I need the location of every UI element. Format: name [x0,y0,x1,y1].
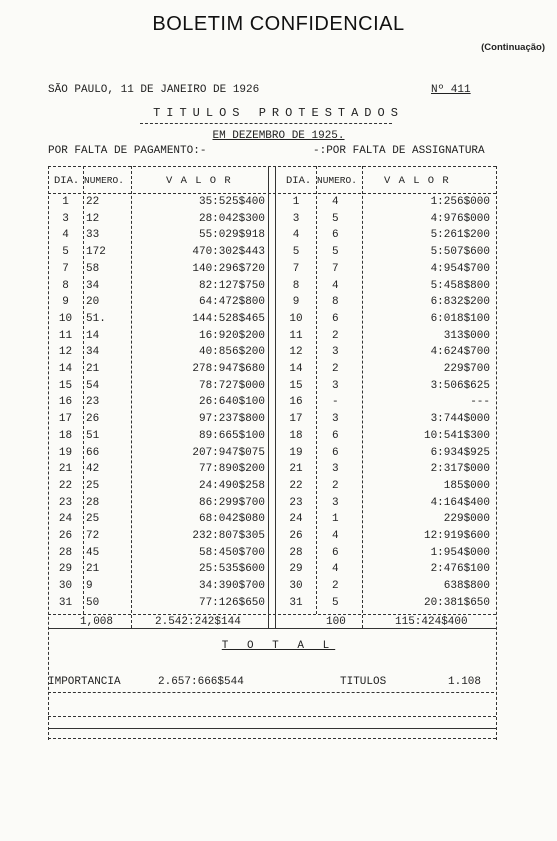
table-cell-dia: 19 [289,447,303,459]
header-numero-right: NUMERO. [317,175,357,186]
table-cell-dia: 4 [62,229,69,241]
table-cell-numero: 2 [332,363,339,375]
table-cell-valor: 40:856$200 [198,346,265,358]
header-valor-left: V A L O R [166,175,232,187]
table-cell-valor: 58:450$700 [198,547,265,559]
table-cell-numero: 12 [86,213,100,225]
table-cell-valor: 144:528$465 [192,313,265,325]
titulos-label: TITULOS [340,676,387,688]
table-cell-numero: 4 [332,196,339,208]
table-cell-dia: 5 [62,246,69,258]
table-cell-valor: 4:164$400 [430,497,490,509]
table-cell-valor: 97:237$800 [198,413,265,425]
table-cell-valor: 78:727$000 [198,380,265,392]
col-sep-dia-num-left [83,166,84,614]
table-cell-valor: 638$800 [443,580,490,592]
table-right-border [496,166,497,740]
table-cell-valor: 4:976$000 [430,213,490,225]
right-total-value: 115:424$400 [395,616,468,628]
table-cell-dia: 30 [289,580,303,592]
table-cell-numero: 4 [332,530,339,542]
table-cell-numero: 9 [86,580,93,592]
table-cell-valor: 77:126$650 [198,597,265,609]
table-cell-numero: 72 [86,530,100,542]
summary-underline [48,692,494,693]
titulos-value: 1.108 [448,676,482,688]
table-cell-numero: 3 [332,346,339,358]
table-cell-dia: 16 [58,396,73,408]
table-cell-dia: 3 [62,213,69,225]
table-cell-valor: 86:299$700 [198,497,265,509]
table-cell-valor: 55:029$918 [198,229,265,241]
table-cell-dia: 7 [292,263,300,275]
table-cell-numero: 51. [86,313,106,325]
table-cell-valor: 64:472$800 [198,296,265,308]
table-cell-valor: 28:042$300 [198,213,265,225]
table-cell-dia: 16 [289,396,303,408]
col-sep-dia-num-right [316,166,317,614]
table-cell-valor: 207:947$075 [192,447,265,459]
left-total-value: 2.542:242$144 [155,616,241,628]
table-cell-dia: 22 [58,480,73,492]
table-cell-dia: 10 [58,313,73,325]
table-cell-dia: 10 [289,313,303,325]
right-column-label: -:POR FALTA DE ASSIGNATURA [313,145,485,157]
table-cell-valor: 6:934$925 [430,447,490,459]
table-cell-valor: 20:381$650 [423,597,490,609]
table-cell-valor: 1:954$000 [430,547,490,559]
table-cell-numero: 6 [332,547,339,559]
table-cell-valor: 89:665$100 [198,430,265,442]
table-cell-numero: 2 [332,580,339,592]
table-cell-valor: 5:261$200 [430,229,490,241]
importancia-value: 2.657:666$544 [158,676,244,688]
table-cell-dia: 8 [292,280,300,292]
table-cell-valor: 3:744$000 [430,413,490,425]
table-cell-valor: 26:640$100 [198,396,265,408]
table-cell-numero: 6 [332,430,339,442]
header-dia-right: DIA. [286,175,312,187]
bulletin-title: BOLETIM CONFIDENCIAL [152,13,405,35]
table-cell-dia: 12 [58,346,73,358]
summary-border-1 [48,716,496,717]
table-cell-numero: 34 [86,280,100,292]
table-cell-dia: 26 [289,530,303,542]
table-cell-dia: 4 [292,229,300,241]
table-cell-dia: 24 [289,513,303,525]
table-cell-numero: 5 [332,213,339,225]
table-cell-dia: 23 [58,497,73,509]
table-cell-dia: 18 [289,430,303,442]
table-cell-dia: 14 [289,363,303,375]
table-cell-dia: 1 [62,196,69,208]
table-cell-valor: 3:506$625 [430,380,490,392]
table-cell-valor: 68:042$080 [198,513,265,525]
table-cell-dia: 12 [289,346,303,358]
table-cell-dia: 18 [58,430,73,442]
col-sep-num-valor-left [131,166,132,628]
table-cell-valor: 5:507$600 [430,246,490,258]
table-cell-valor: 313$000 [443,330,490,342]
table-cell-numero: 26 [86,413,100,425]
table-cell-valor: 229$700 [443,363,490,375]
table-cell-numero: 25 [86,513,100,525]
summary-border-3 [48,738,496,739]
importancia-label: IMPORTANCIA [48,676,121,688]
table-cell-valor: 1:256$000 [430,196,490,208]
table-cell-valor: 16:920$200 [198,330,265,342]
table-cell-numero: 58 [86,263,100,275]
summary-border-2 [48,728,496,729]
table-cell-valor: 5:458$800 [430,280,490,292]
section-title: TITULOS PROTESTADOS [153,106,404,120]
table-cell-dia: 21 [58,463,73,475]
table-cell-numero: 6 [332,313,339,325]
table-cell-numero: 172 [86,246,106,258]
total-heading: T O T A L [221,640,336,652]
table-header-border [48,193,496,194]
table-cell-numero: 6 [332,447,339,459]
table-cell-dia: 17 [58,413,73,425]
table-cell-numero: 3 [332,497,339,509]
table-cell-numero: 33 [86,229,100,241]
table-cell-dia: 7 [62,263,69,275]
table-cell-dia: 1 [292,196,300,208]
table-cell-dia: 14 [58,363,73,375]
table-cell-dia: 29 [289,563,303,575]
table-cell-valor: 232:807$305 [192,530,265,542]
table-cell-valor: 6:832$200 [430,296,490,308]
table-cell-dia: 9 [62,296,69,308]
section-title-underline [140,123,392,124]
table-cell-dia: 5 [292,246,300,258]
table-cell-dia: 24 [58,513,73,525]
table-cell-dia: 15 [289,380,303,392]
table-cell-numero: 14 [86,330,100,342]
table-cell-valor: 35:525$400 [198,196,265,208]
table-cell-numero: 23 [86,396,100,408]
table-cell-numero: 3 [332,463,339,475]
table-cell-valor: 229$000 [443,513,490,525]
table-cell-numero: 6 [332,229,339,241]
table-top-border [48,166,496,167]
table-cell-numero: 7 [332,263,339,275]
table-cell-valor: 470:302$443 [192,246,265,258]
table-cell-numero: 21 [86,363,100,375]
table-cell-numero: 2 [332,330,339,342]
table-cell-numero: 21 [86,563,100,575]
table-cell-dia: 8 [62,280,69,292]
table-cell-numero: 42 [86,463,100,475]
totals-bottom-border [48,628,496,629]
table-cell-valor: 12:919$600 [423,530,490,542]
table-cell-dia: 28 [58,547,73,559]
totals-top-border [48,614,496,615]
table-cell-valor: 185$000 [443,480,490,492]
table-cell-dia: 26 [58,530,73,542]
place-date: SÃO PAULO, 11 DE JANEIRO DE 1926 [48,84,260,96]
table-cell-valor: 10:541$300 [423,430,490,442]
table-cell-valor: 2:317$000 [430,463,490,475]
table-cell-dia: 31 [289,597,303,609]
col-sep-num-valor-right [362,166,363,628]
table-cell-dia: 22 [289,480,303,492]
table-cell-dia: 17 [289,413,303,425]
table-cell-numero: 3 [332,380,339,392]
table-cell-numero: 51 [86,430,100,442]
table-cell-numero: 8 [332,296,339,308]
table-cell-numero: 25 [86,480,100,492]
table-cell-dia: 21 [289,463,303,475]
table-cell-valor: 140:296$720 [192,263,265,275]
table-cell-valor: 4:624$700 [430,346,490,358]
table-cell-dia: 11 [289,330,303,342]
table-cell-numero: 22 [86,196,100,208]
table-cell-numero: 28 [86,497,100,509]
table-cell-numero: 66 [86,447,100,459]
table-cell-numero: 54 [86,380,100,392]
table-cell-valor: 82:127$750 [198,280,265,292]
table-cell-dia: 15 [58,380,73,392]
table-cell-numero: 20 [86,296,100,308]
table-cell-dia: 28 [289,547,303,559]
table-cell-valor: 2:476$100 [430,563,490,575]
table-cell-numero: 5 [332,597,339,609]
left-total-count: 1,008 [80,616,114,628]
table-cell-numero: 34 [86,346,100,358]
table-cell-numero: 4 [332,563,339,575]
center-divider-a [268,166,269,628]
table-cell-numero: 5 [332,246,339,258]
table-cell-numero: 1 [332,513,339,525]
table-cell-dia: 23 [289,497,303,509]
table-cell-dia: 30 [58,580,73,592]
table-cell-numero: 50 [86,597,100,609]
section-subtitle: EM DEZEMBRO DE 1925. [212,130,345,142]
table-cell-numero: 4 [332,280,339,292]
header-valor-right: V A L O R [384,175,450,187]
table-cell-dia: 3 [292,213,300,225]
table-cell-valor: 6:018$100 [430,313,490,325]
table-cell-valor: 25:535$600 [198,563,265,575]
right-total-count: 100 [326,616,346,628]
table-cell-valor: 4:954$700 [430,263,490,275]
table-cell-valor: 24:490$258 [198,480,265,492]
table-cell-dia: 19 [58,447,73,459]
table-cell-valor: 77:890$200 [198,463,265,475]
table-cell-valor: 278:947$680 [192,363,265,375]
table-cell-valor: --- [470,396,490,408]
table-cell-numero: - [332,396,339,408]
table-cell-numero: 3 [332,413,339,425]
header-numero-left: NUMERO. [84,175,124,186]
table-cell-dia: 31 [58,597,73,609]
table-cell-valor: 34:390$700 [198,580,265,592]
table-cell-dia: 11 [58,330,73,342]
table-cell-dia: 9 [292,296,300,308]
table-cell-numero: 45 [86,547,100,559]
continuation-label: (Continuação) [481,42,545,53]
left-column-label: POR FALTA DE PAGAMENTO:- [48,145,207,157]
table-cell-dia: 29 [58,563,73,575]
header-dia-left: DIA. [54,175,80,187]
bulletin-number: Nº 411 [431,84,471,96]
table-cell-numero: 2 [332,480,339,492]
